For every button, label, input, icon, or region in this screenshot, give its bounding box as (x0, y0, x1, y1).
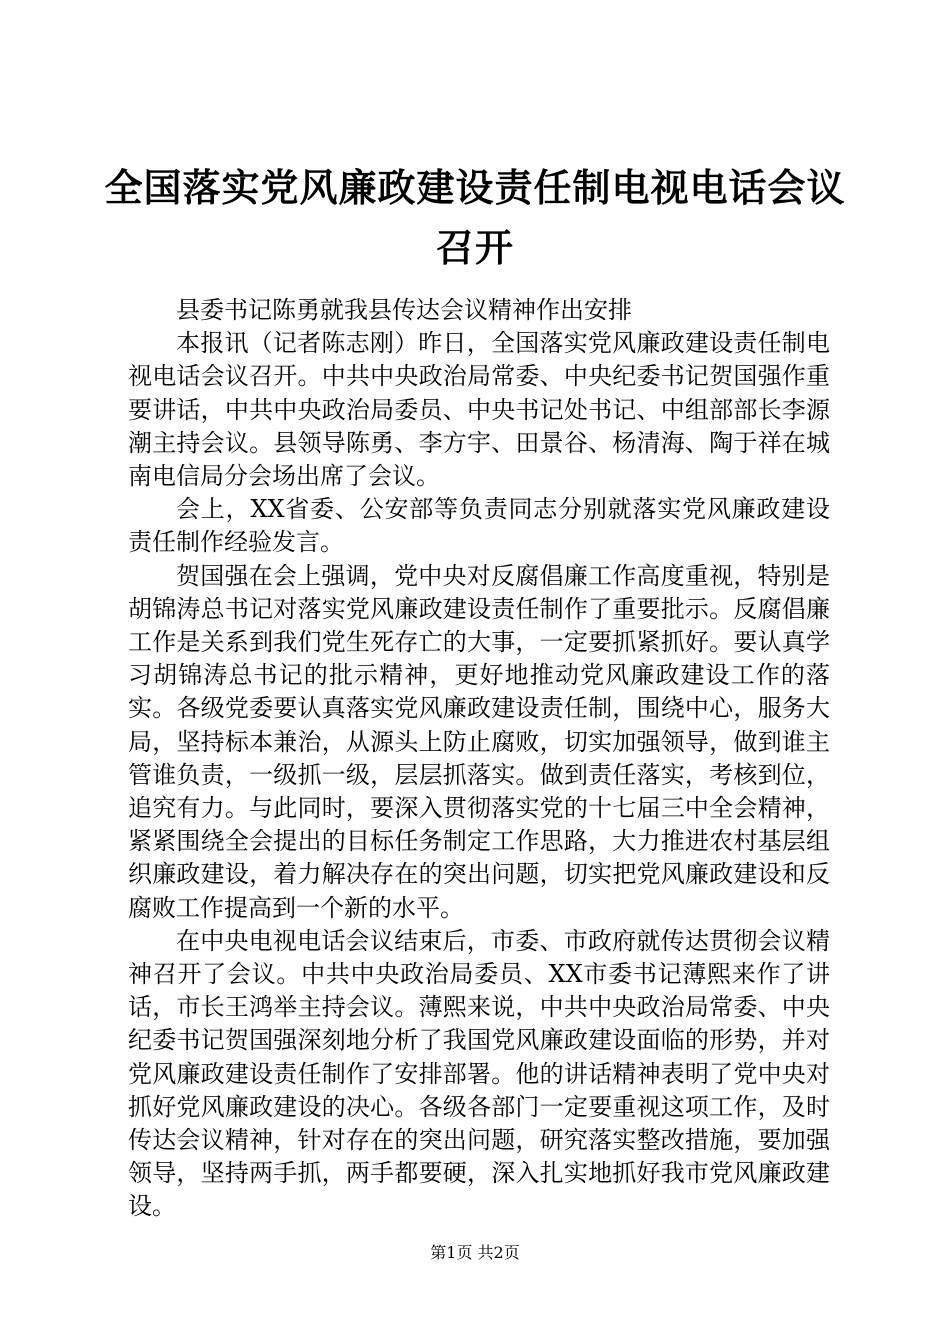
paragraph-3: 贺国强在会上强调，党中央对反腐倡廉工作高度重视，特别是胡锦涛总书记对落实党风廉政建设责任制作了重要批示。反腐倡廉工作是关系到我们党生死存亡的大事，一定要抓紧抓好。要认真学习胡锦涛总书记的批示精神，更好地推动党风廉政建设工作的落实。各级党委要认真落实党风廉政建设责任制，围绕中心，服务大局，坚持标本兼治，从源头上防止腐败，切实加强领导，做到谁主管谁负责，一级抓一级，层层抓落实。做到责任落实，考核到位，追究有力。与此同时，要深入贯彻落实党的十七届三中全会精神，紧紧围绕全会提出的目标任务制定工作思路，大力推进农村基层组织廉政建设，着力解决存在的突出问题，切实把党风廉政建设和反腐败工作提高到一个新的水平。 (128, 561, 830, 922)
document-title: 全国落实党风廉政建设责任制电视电话会议召开 (104, 165, 846, 270)
paragraph-4: 在中央电视电话会议结束后，市委、市政府就传达贯彻会议精神召开了会议。中共中央政治局委员、XX市委书记薄熙来作了讲话，市长王鸿举主持会议。薄熙来说，中共中央政治局常委、中央纪委书记贺国强深刻地分析了我国党风廉政建设面临的形势，并对党风廉政建设责任制作了安排部署。他的讲话精神表明了党中央对抓好党风廉政建设的决心。各级各部门一定要重视这项工作，及时传达会议精神，针对存在的突出问题，研究落实整改措施，要加强领导，坚持两手抓，两手都要硬，深入扎实地抓好我市党风廉政建设。 (128, 926, 830, 1221)
paragraph-2: 会上，XX省委、公安部等负责同志分别就落实党风廉政建设责任制作经验发言。 (128, 495, 830, 557)
subtitle-line: 县委书记陈勇就我县传达会议精神作出安排 (176, 296, 632, 324)
page-number-footer: 第1页 共2页 (430, 1243, 520, 1262)
paragraph-1: 本报讯（记者陈志刚）昨日，全国落实党风廉政建设责任制电视电话会议召开。中共中央政治局常委、中央纪委书记贺国强作重要讲话，中共中央政治局委员、中央书记处书记、中组部部长李源潮主持会议。县领导陈勇、李方宇、田景谷、杨清海、陶于祥在城南电信局分会场出席了会议。 (128, 329, 830, 491)
document-body (128, 294, 830, 1224)
